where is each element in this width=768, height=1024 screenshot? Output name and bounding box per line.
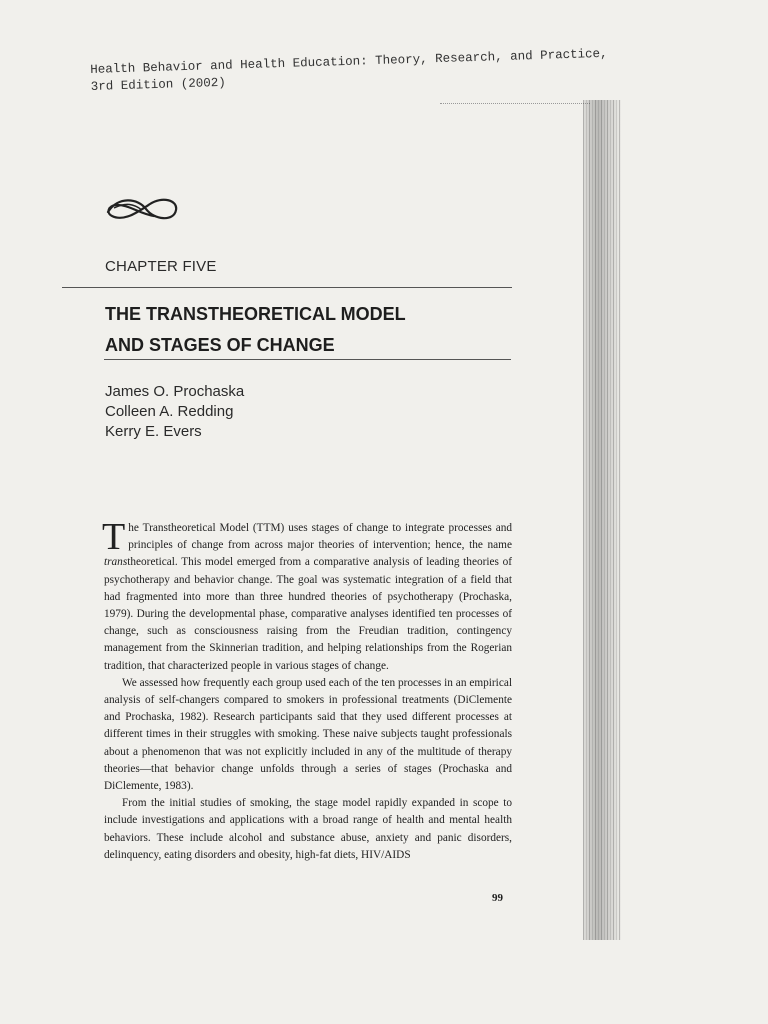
source-line-1: Health Behavior and Health Education: Theory, Research, and Practice, — [90, 46, 608, 77]
paragraph-3: From the initial studies of smoking, the stage model rapidly expanded in scope to include investigations and applications with a broad range of health and mental health behaviors. These include alcohol and substance abuse, anxiety and panic disorders, delinquency, eating disorders and obesity, high-fat diets, HIV/AIDS — [104, 797, 512, 861]
paragraph-1 — [102, 516, 512, 675]
drop-cap: T — [102, 516, 126, 558]
chapter-title — [105, 299, 406, 361]
scanned-book-edge — [583, 100, 621, 940]
title-rule-bottom — [104, 359, 511, 360]
paragraph-1-emphasis: trans — [104, 556, 128, 569]
author: Colleen A. Redding — [105, 403, 234, 420]
source-citation — [90, 46, 608, 96]
body-text — [102, 516, 512, 864]
title-rule-top — [62, 287, 512, 288]
chapter-title-line-1: THE TRANSTHEORETICAL MODEL — [105, 304, 406, 324]
paragraph-2: We assessed how frequently each group used each of the ten processes in an empirical analysis of self-changers compared to smokers in professional treatments (DiClemente and Prochaska, 1982). Research participants said that they used different processes at different times in their struggles with smoking. These naive subjects taught professionals about a phenomenon that was not explicitly included in any of the multitude of therapy theories—that behavior change unfolds through a series of stages (Prochaska and DiClemente, 1983). — [104, 676, 512, 793]
chapter-title-line-2: AND STAGES OF CHANGE — [105, 335, 335, 355]
author: Kerry E. Evers — [105, 423, 202, 440]
chapter-label: CHAPTER FIVE — [105, 258, 217, 275]
paragraph-1-start: he Transtheoretical Model (TTM) uses stages of change to integrate processes and principles of change from across major theories of intervention; hence, the name — [128, 522, 512, 552]
author-list — [105, 382, 244, 442]
author: James O. Prochaska — [105, 383, 245, 400]
swash-ornament-icon — [104, 192, 180, 226]
scan-artifact-line — [440, 103, 590, 104]
source-line-2: 3rd Edition (2002) — [90, 75, 226, 94]
page-number: 99 — [492, 892, 503, 904]
paragraph-1-rest: theoretical. This model emerged from a comparative analysis of leading theories of psychotherapy and behavior change. The goal was systematic integration of a field that had fragmented into more than three hundred theories of psychotherapy (Prochaska, 1979). During the developmental phase, comparative analyses identified ten processes of change, such as consciousness raising from the Freudian tradition, contingency management from the Skinnerian tradition, and helping relationships from the Rogerian tradition, that characterized people in various stages of change. — [104, 556, 512, 672]
